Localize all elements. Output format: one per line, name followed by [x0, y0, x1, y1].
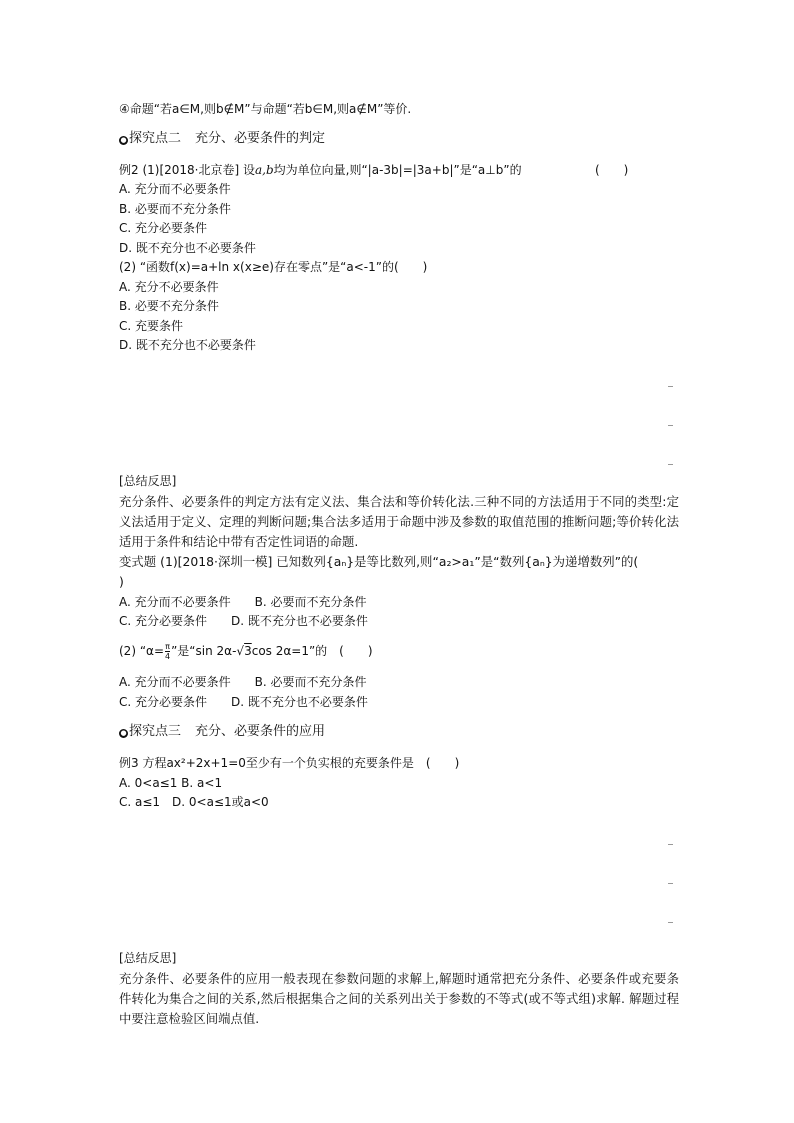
variant-q1-close: ): [119, 574, 124, 589]
variant-q2-prefix: (2) “α=: [119, 644, 164, 658]
margin-mark: [668, 883, 673, 884]
variant-q1-text: 变式题 (1)[2018·深圳一模] 已知数列{aₙ}是等比数列,则“a₂>a₁”是“数列{aₙ}为递增数列”的(: [119, 554, 639, 569]
option-b: B. 必要而不充分条件: [119, 202, 231, 216]
variant-q2-suffix: cos 2α=1”的 ( ): [251, 644, 373, 658]
options-ab: A. 充分而不必要条件 B. 必要而不充分条件: [119, 675, 367, 689]
section-2-title: 探究点二: [129, 131, 182, 146]
option-a: A. 充分不必要条件: [119, 280, 219, 294]
summary-1-title: [总结反思]: [119, 474, 177, 488]
example-2-q1-answer-blank: ( ): [595, 163, 629, 177]
sqrt-radicand: 3: [244, 644, 252, 658]
option-c: C. 充要条件: [119, 319, 184, 333]
options-cd: C. a≤1 D. 0<a≤1或a<0: [119, 795, 269, 809]
section-3-heading: [119, 724, 325, 740]
summary-1-body: 充分条件、必要条件的判定方法有定义法、集合法和等价转化法.三种不同的方法适用于不同的类型:定义法适用于定义、定理的判断问题;集合法多适用于命题中涉及参数的取值范围的推断问题;等价转化法适用于条件和结论中带有否定性词语的命题.: [119, 494, 679, 549]
section-2-heading: [119, 131, 325, 147]
variant-q2: [119, 640, 373, 662]
section-3-title: 探究点三: [129, 724, 182, 739]
option-c: C. 充分必要条件: [119, 221, 208, 235]
options-ab: A. 充分而不必要条件 B. 必要而不充分条件: [119, 595, 367, 609]
option-d: D. 既不充分也不必要条件: [119, 241, 256, 255]
margin-mark: [668, 844, 673, 845]
options-cd: C. 充分必要条件 D. 既不充分也不必要条件: [119, 695, 368, 709]
margin-mark: [668, 386, 673, 387]
margin-mark: [668, 922, 673, 923]
variant-q2-middle: ”是“sin 2α-: [171, 644, 237, 658]
example-2-q1-prefix: 例2 (1)[2018·北京卷] 设: [119, 163, 255, 177]
fraction-denominator: 4: [165, 652, 171, 661]
option-a: A. 充分而不必要条件: [119, 182, 231, 196]
section-3-subtitle: 充分、必要条件的应用: [195, 724, 326, 739]
summary-2-title: [总结反思]: [119, 951, 177, 965]
section-2-subtitle: 充分、必要条件的判定: [195, 131, 326, 146]
variant-q1: [119, 552, 679, 592]
option-d: D. 既不充分也不必要条件: [119, 338, 256, 352]
option-b: B. 必要不充分条件: [119, 299, 219, 313]
sqrt-symbol: √: [236, 644, 245, 658]
example-2-q2: (2) “函数f(x)=a+ln x(x≥e)存在零点”是“a<-1”的( ): [119, 260, 428, 274]
margin-mark: [668, 464, 673, 465]
fraction-numerator: π: [165, 642, 170, 651]
example-2-q1-body: 均为单位向量,则“|a-3b|=|3a+b|”是“a⊥b”的: [273, 163, 522, 177]
bullet-icon: ●: [120, 729, 127, 737]
bullet-icon: ●: [120, 136, 127, 144]
summary-2-body: 充分条件、必要条件的应用一般表现在参数问题的求解上,解题时通常把充分条件、必要条件或充要条件转化为集合之间的关系,然后根据集合之间的关系列出关于参数的不等式(或不等式组)求解. 解题过程中要注意检验区间端点值.: [119, 971, 679, 1026]
options-cd: C. 充分必要条件 D. 既不充分也不必要条件: [119, 614, 368, 628]
options-ab: A. 0<a≤1 B. a<1: [119, 776, 223, 790]
example-2-q1: [119, 162, 629, 178]
margin-mark: [668, 425, 673, 426]
example-3: 例3 方程ax²+2x+1=0至少有一个负实根的充要条件是 ( ): [119, 756, 460, 770]
example-2-q1-vars: a,b: [254, 163, 274, 177]
proposition-4: ④命题“若a∈M,则b∉M”与命题“若b∈M,则a∉M”等价.: [119, 102, 412, 116]
pi-over-4-fraction: [165, 642, 170, 661]
